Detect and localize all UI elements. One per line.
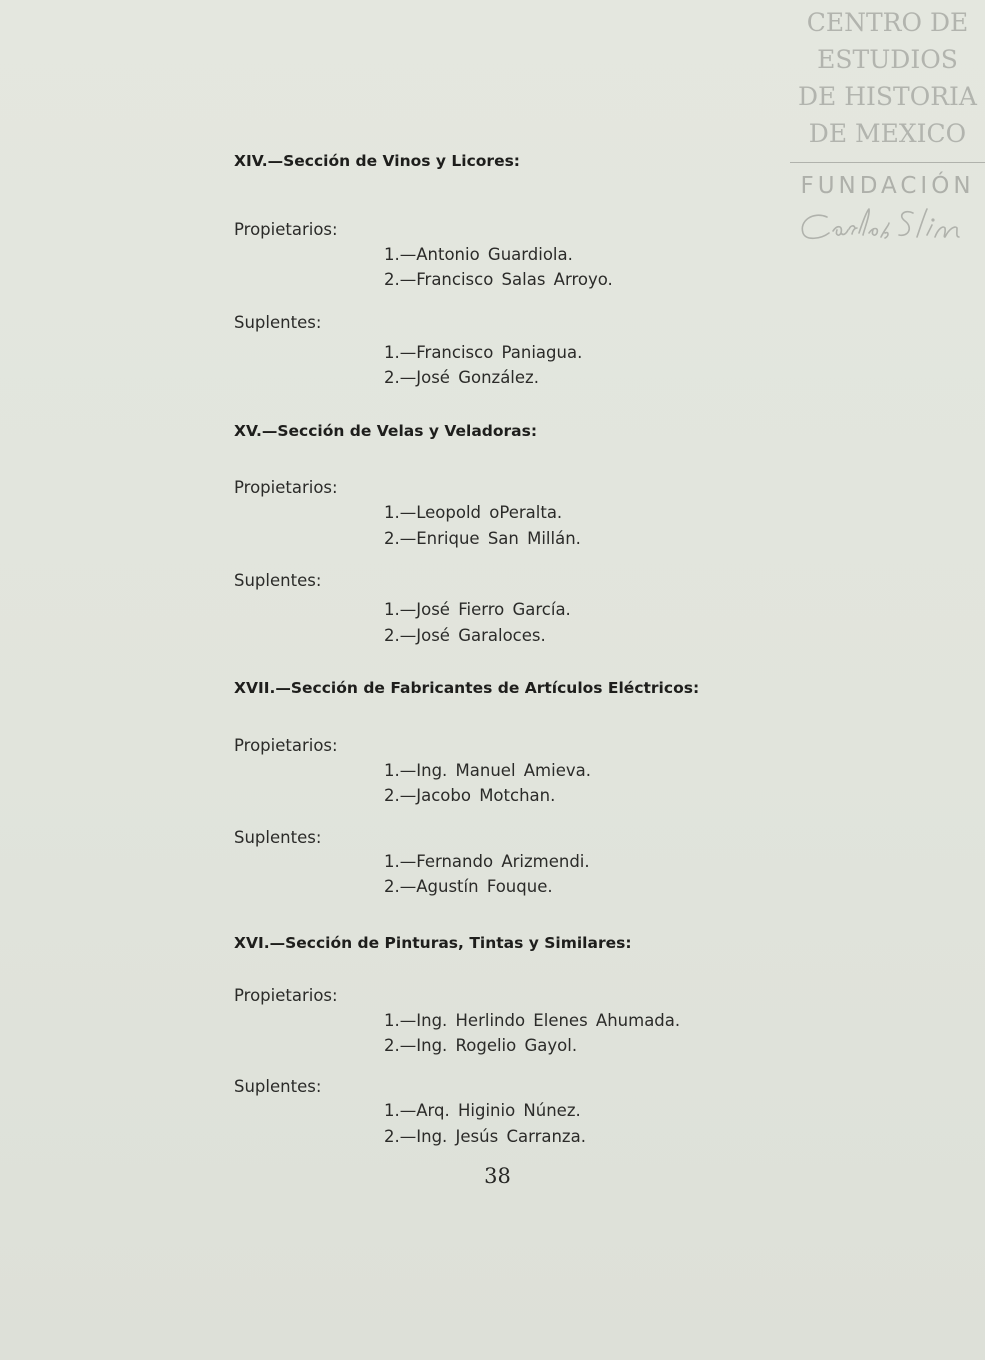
archive-watermark bbox=[790, 4, 985, 251]
owner-entry: 2.—Ing. Rogelio Gayol. bbox=[384, 1036, 578, 1055]
watermark-line: ESTUDIOS bbox=[817, 45, 958, 74]
owner-entry: 2.—Enrique San Millán. bbox=[384, 529, 581, 548]
owner-entry: 1.—Leopold oPeralta. bbox=[384, 503, 563, 522]
watermark-line: CENTRO DE bbox=[806, 8, 969, 37]
alternate-entry: 2.—José González. bbox=[384, 368, 539, 387]
owner-entry: 1.—Antonio Guardiola. bbox=[384, 245, 573, 264]
watermark-line: DE HISTORIA bbox=[798, 82, 977, 111]
watermark-foundation: FUNDACIÓN bbox=[800, 173, 975, 199]
alternate-entry: 1.—Arq. Higinio Núnez. bbox=[384, 1101, 581, 1120]
alternate-entry: 2.—Agustín Fouque. bbox=[384, 877, 553, 896]
watermark-line: DE MEXICO bbox=[808, 119, 967, 148]
section-heading: XV.—Sección de Velas y Veladoras: bbox=[234, 422, 538, 440]
signature-icon bbox=[793, 203, 983, 247]
alternates-label: Suplentes: bbox=[234, 1077, 322, 1096]
section-heading: XIV.—Sección de Vinos y Licores: bbox=[234, 152, 521, 170]
owner-entry: 1.—Ing. Manuel Amieva. bbox=[384, 761, 591, 780]
alternate-entry: 2.—Ing. Jesús Carranza. bbox=[384, 1127, 586, 1146]
page-number: 38 bbox=[484, 1164, 511, 1188]
section-heading: XVII.—Sección de Fabricantes de Artículos Eléctricos: bbox=[234, 679, 700, 697]
alternate-entry: 2.—José Garaloces. bbox=[384, 626, 546, 645]
owners-label: Propietarios: bbox=[234, 736, 338, 755]
alternates-label: Suplentes: bbox=[234, 313, 322, 332]
alternate-entry: 1.—José Fierro García. bbox=[384, 600, 571, 619]
owner-entry: 2.—Jacobo Motchan. bbox=[384, 786, 556, 805]
alternate-entry: 1.—Fernando Arizmendi. bbox=[384, 852, 590, 871]
section-heading: XVI.—Sección de Pinturas, Tintas y Similares: bbox=[234, 934, 632, 952]
owner-entry: 1.—Ing. Herlindo Elenes Ahumada. bbox=[384, 1011, 681, 1030]
owners-label: Propietarios: bbox=[234, 220, 338, 239]
watermark-divider bbox=[790, 162, 985, 163]
alternates-label: Suplentes: bbox=[234, 571, 322, 590]
watermark-signature bbox=[790, 203, 985, 251]
alternates-label: Suplentes: bbox=[234, 828, 322, 847]
owner-entry: 2.—Francisco Salas Arroyo. bbox=[384, 270, 613, 289]
alternate-entry: 1.—Francisco Paniagua. bbox=[384, 343, 583, 362]
owners-label: Propietarios: bbox=[234, 478, 338, 497]
owners-label: Propietarios: bbox=[234, 986, 338, 1005]
